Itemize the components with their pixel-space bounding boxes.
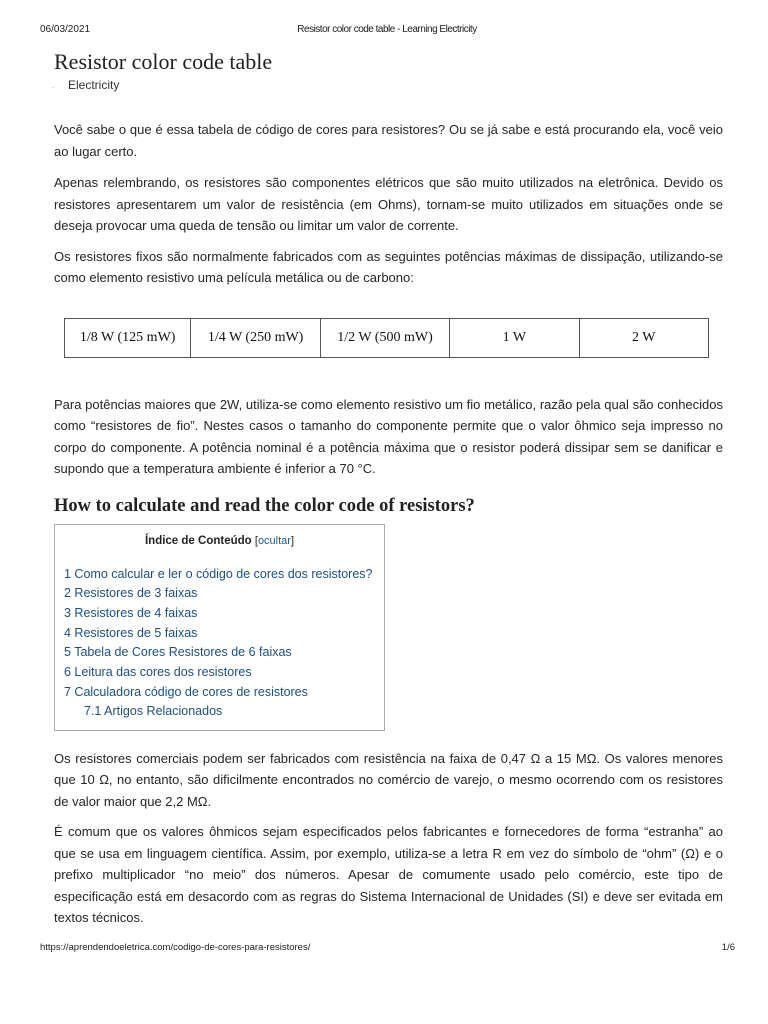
print-footer [40, 942, 735, 953]
toc-toggle-bracket-open: [ [254, 534, 258, 547]
notation-paragraph: É comum que os valores ôhmicos sejam especificados pelos fabricantes e fornecedores de forma “estranha” ao que se usa em linguagem científica. Assim, por exemplo, utiliza-se a letra R em vez do símbolo de “ohm” (Ω) e o prefixo multiplicador “no meio” dos números. Apesar de comumente usado pelo comércio, este tipo de especificação está em desacordo com as regras do Sistema Internacional de Unidades (SI) e deve ser evitada em textos técnicos. [54, 824, 723, 925]
table-cell: 1/2 W (500 mW) [320, 318, 449, 357]
toc-header [64, 535, 384, 547]
table-cell: 1/8 W (125 mW) [65, 318, 191, 357]
toc-title: Índice de Conteúdo [144, 534, 252, 547]
print-url: https://aprendendoeletrica.com/codigo-de-cores-para-resistores/ [40, 942, 311, 953]
toc-item-4-bands[interactable]: 3 Resistores de 4 faixas [64, 605, 198, 620]
table-cell: 2 W [579, 318, 708, 357]
toc-list [64, 565, 384, 723]
toc-item-related-articles[interactable]: 7.1 Artigos Relacionados [84, 704, 223, 719]
category-bullet: . [52, 84, 54, 90]
table-of-contents [54, 524, 385, 731]
article-content [54, 119, 723, 929]
page-title: Resistor color code table [54, 49, 273, 74]
toc-item-calculator[interactable]: 7 Calculadora código de cores de resistores [64, 684, 308, 699]
toc-item-how-to-calculate[interactable]: 1 Como calcular e ler o código de cores dos resistores? [64, 566, 373, 581]
power-ratings-table [64, 318, 709, 358]
commercial-range-paragraph: Os resistores comerciais podem ser fabricados com resistência na faixa de 0,47 Ω a 15 MΩ. Os valores menores que 10 Ω, no entanto, são dificilmente encontrados no comércio de varejo, o mesmo ocorrendo com os resistores de valor maior que 2,2 MΩ. [54, 750, 723, 809]
print-date: 06/03/2021 [40, 24, 91, 35]
table-row [65, 318, 709, 357]
wire-resistors-paragraph: Para potências maiores que 2W, utiliza-se como elemento resistivo um fio metálico, razão pela qual são conhecidos como “resistores de fio”. Nestes casos o tamanho do componente permite que o valor ôhmico seja impresso no corpo do componente. A potência nominal é a potência máxima que o resistor poderá dissipar sem se danificar e supondo que a temperatura ambiente é inferior a 70 °C. [54, 396, 723, 476]
toc-item-reading-colors[interactable]: 6 Leitura das cores dos resistores [64, 665, 252, 680]
toc-toggle-bracket-close: ] [290, 534, 295, 547]
table-cell: 1/4 W (250 mW) [191, 318, 320, 357]
print-document-title: Resistor color code table - Learning Electricity [297, 24, 477, 35]
resistor-definition-paragraph: Apenas relembrando, os resistores são componentes elétricos que são muito utilizados na eletrônica. Devido os resistores apresentarem um valor de resistência (em Ohms), tornam-se muito utilizados em situações onde se deseja provocar uma queda de tensão ou limitar um valor de corrente. [54, 175, 723, 233]
toc-item-3-bands[interactable]: 2 Resistores de 3 faixas [64, 586, 198, 601]
toc-toggle [255, 535, 294, 547]
toc-item-6-bands-table[interactable]: 5 Tabela de Cores Resistores de 6 faixas [64, 645, 292, 660]
category-label[interactable]: Electricity [68, 78, 120, 92]
toc-hide-link[interactable]: ocultar [257, 534, 291, 547]
section-heading: How to calculate and read the color code of resistors? [54, 495, 475, 516]
intro-paragraph: Você sabe o que é essa tabela de código de cores para resistores? Ou se já sabe e está procurando ela, você veio ao lugar certo. [54, 122, 723, 159]
page-number: 1/6 [721, 942, 735, 953]
table-cell: 1 W [450, 318, 579, 357]
toc-item-5-bands[interactable]: 4 Resistores de 5 faixas [64, 625, 198, 640]
power-ratings-paragraph: Os resistores fixos são normalmente fabricados com as seguintes potências máximas de dissipação, utilizando-se como elemento resistivo uma película metálica ou de carbono: [54, 248, 723, 285]
